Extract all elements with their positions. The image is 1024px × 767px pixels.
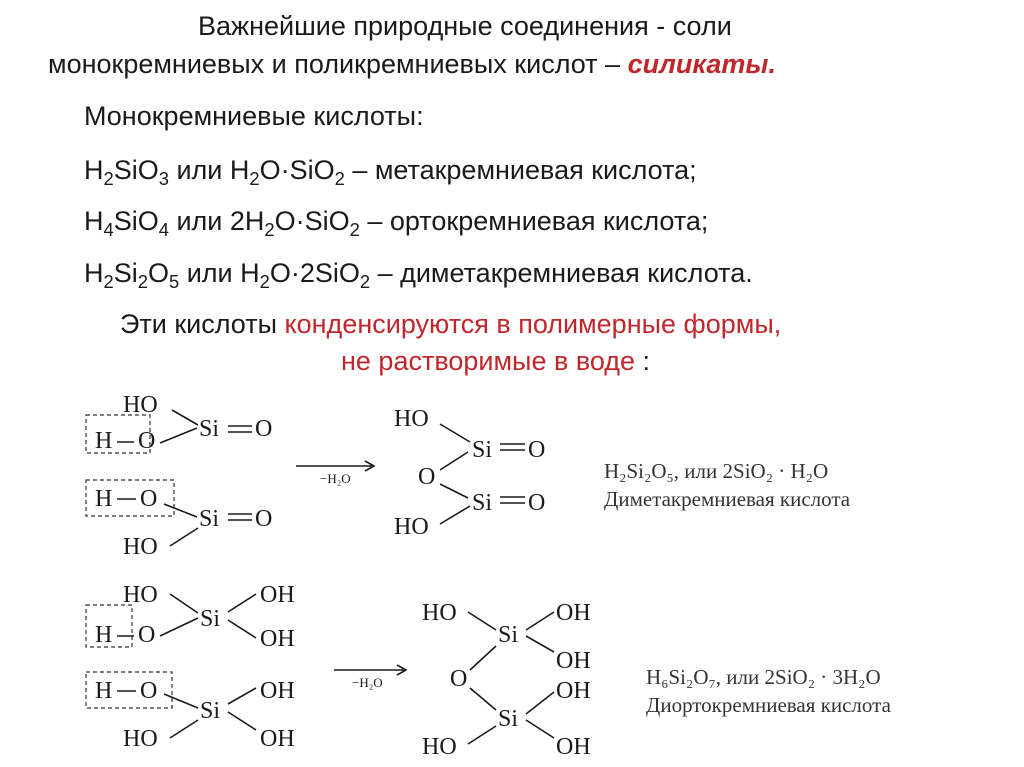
svg-text:−H₂O: −H₂O: [352, 675, 383, 690]
svg-text:Si: Si: [199, 416, 220, 442]
svg-text:OH: OH: [260, 726, 295, 752]
reaction-1-arrow: [296, 461, 374, 486]
intro-text: Монокремниевые кислоты:: [84, 101, 424, 131]
product-1-label: [604, 459, 851, 511]
svg-text:−H₂O: −H₂O: [320, 471, 351, 486]
svg-text:HO: HO: [422, 600, 457, 626]
svg-text:H₂Si₂O₅, или 2SiO₂ · H₂O: H₂Si₂O₅, или 2SiO₂ · H₂O: [604, 459, 829, 483]
svg-text:Диметакремниевая кислота: Диметакремниевая кислота: [604, 487, 851, 511]
svg-text:H: H: [95, 678, 113, 704]
svg-text:O: O: [255, 416, 273, 442]
svg-text:HO: HO: [422, 734, 457, 760]
svg-text:Si: Si: [472, 437, 493, 463]
svg-text:OH: OH: [556, 600, 591, 626]
svg-text:O: O: [138, 428, 156, 454]
svg-text:O: O: [140, 486, 158, 512]
svg-text:H₆Si₂O₇, или 2SiO₂ · 3H₂O: H₆Si₂O₇, или 2SiO₂ · 3H₂O: [646, 665, 881, 689]
svg-text:HO: HO: [123, 726, 158, 752]
acid-dimeta: $H_2Si_2O_5$ или $H_2O\cdot 2SiO_2$ – диметакремниевая кислота.: [84, 258, 753, 292]
reaction-2-reactants: [86, 582, 295, 752]
svg-text:H: H: [95, 622, 113, 648]
reaction-1-product: [394, 406, 545, 540]
svg-text:O: O: [140, 678, 158, 704]
svg-text:O: O: [418, 464, 436, 490]
svg-text:OH: OH: [556, 648, 591, 674]
svg-text:OH: OH: [260, 678, 295, 704]
svg-text:Диортокремниевая кислота: Диортокремниевая кислота: [646, 693, 891, 717]
reaction-2-product: [422, 600, 591, 760]
title-line-2: монокремниевых и поликремниевых кислот – силикаты.: [48, 49, 776, 79]
condense-line-2: не растворимые в воде :: [341, 346, 651, 376]
svg-text:O: O: [255, 506, 273, 532]
svg-text:HO: HO: [123, 534, 158, 560]
acid-meta: $H_2SiO_3$ или $H_2O\cdot SiO_2$ – метакремниевая кислота;: [84, 155, 697, 189]
svg-text:OH: OH: [260, 582, 295, 608]
svg-text:HO: HO: [394, 514, 429, 540]
product-2-label: [646, 665, 892, 717]
svg-text:H: H: [95, 428, 113, 454]
svg-text:OH: OH: [556, 678, 591, 704]
svg-text:OH: OH: [556, 734, 591, 760]
svg-text:Si: Si: [199, 506, 220, 532]
svg-text:H: H: [95, 486, 113, 512]
title-line-1: Важнейшие природные соединения - соли: [198, 11, 732, 41]
acid-ortho: $H_4SiO_4$ или $2H_2O\cdot SiO_2$ – ортокремниевая кислота;: [84, 206, 709, 240]
svg-text:Si: Si: [200, 698, 221, 724]
silicates-term: силикаты.: [627, 49, 776, 79]
reaction-2-arrow: [334, 665, 406, 690]
svg-text:Si: Si: [200, 606, 221, 632]
svg-text:HO: HO: [123, 392, 158, 418]
svg-text:Si: Si: [472, 490, 493, 516]
svg-text:Si: Si: [498, 706, 519, 732]
condensation-scheme: [0, 380, 1024, 767]
svg-text:O: O: [138, 622, 156, 648]
svg-text:O: O: [528, 490, 546, 516]
svg-text:Si: Si: [498, 622, 519, 648]
svg-text:O: O: [528, 437, 546, 463]
svg-text:O: O: [450, 666, 468, 692]
svg-text:HO: HO: [394, 406, 429, 432]
svg-text:HO: HO: [123, 582, 158, 608]
condense-line-1: Эти кислоты конденсируются в полимерные формы,: [120, 309, 782, 339]
svg-text:OH: OH: [260, 626, 295, 652]
reaction-1-reactants: [86, 392, 272, 560]
